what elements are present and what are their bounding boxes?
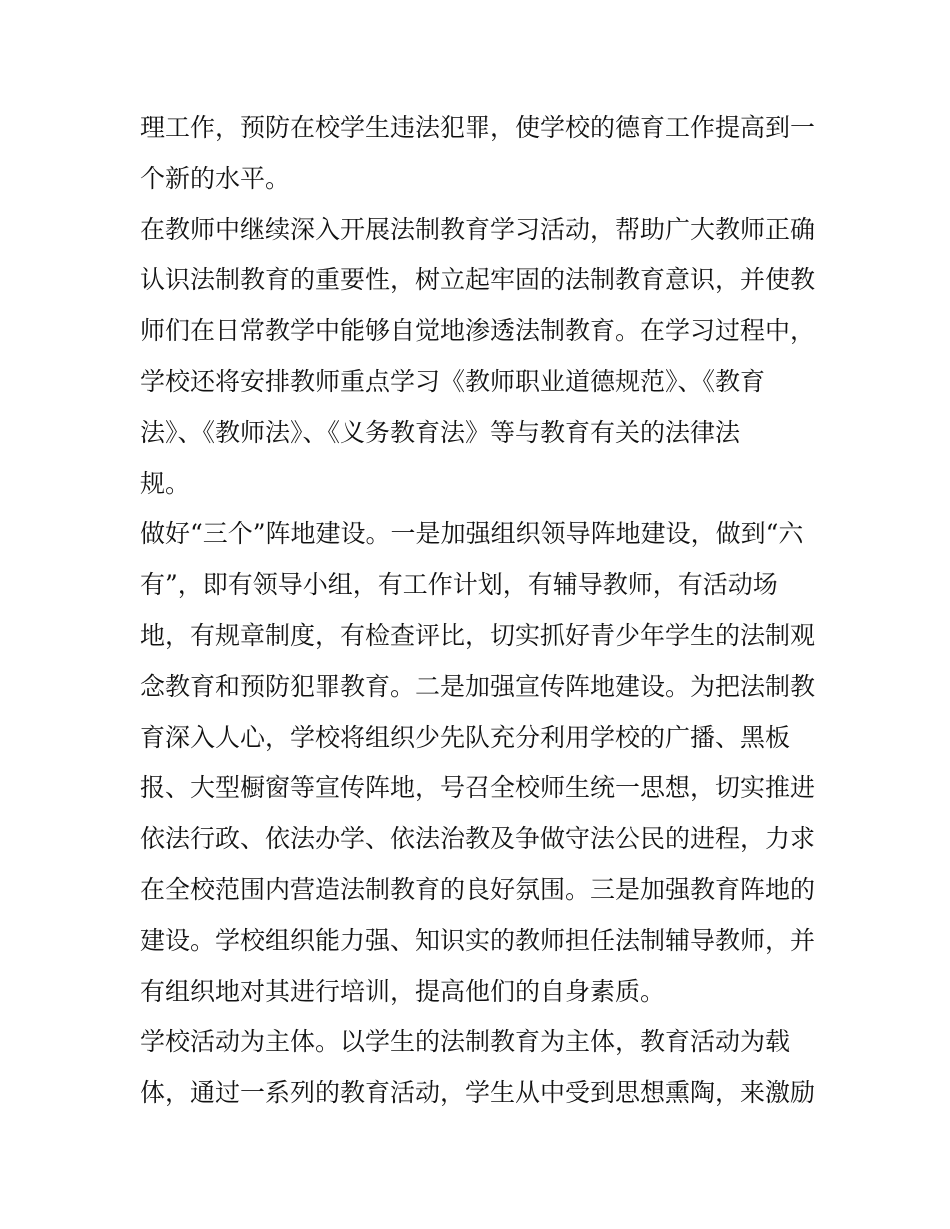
text-line: 认识法制教育的重要性，树立起牢固的法制教育意识，并使教 xyxy=(140,265,816,295)
text-line: 有组织地对其进行培训，提高他们的自身素质。 xyxy=(140,976,666,1006)
text-line: 法》、《教师法》、《义务教育法》等与教育有关的法律法 xyxy=(140,417,741,447)
text-line: 师们在日常教学中能够自觉地渗透法制教育。在学习过程中， xyxy=(140,316,816,346)
text-line: 报、大型橱窗等宣传阵地，号召全校师生统一思想，切实推进 xyxy=(140,773,816,803)
text-line: 做好“三个”阵地建设。一是加强组织领导阵地建设，做到“六 xyxy=(140,519,804,549)
document-body xyxy=(140,103,815,1119)
text-line: 念教育和预防犯罪教育。二是加强宣传阵地建设。为把法制教 xyxy=(140,671,816,701)
text-line: 育深入人心，学校将组织少先队充分利用学校的广播、黑板 xyxy=(140,722,791,752)
text-line: 规。 xyxy=(140,468,191,498)
text-line: 体，通过一系列的教育活动，学生从中受到思想熏陶，来激励 xyxy=(140,1078,816,1108)
text-line: 理工作，预防在校学生违法犯罪，使学校的德育工作提高到一 xyxy=(140,113,816,142)
text-line: 学校活动为主体。以学生的法制教育为主体，教育活动为载 xyxy=(140,1027,791,1057)
text-line: 建设。学校组织能力强、知识实的教师担任法制辅导教师，并 xyxy=(140,925,816,955)
text-line: 在教师中继续深入开展法制教育学习活动，帮助广大教师正确 xyxy=(140,214,816,244)
text-line: 地，有规章制度，有检查评比，切实抓好青少年学生的法制观 xyxy=(140,620,816,650)
text-line: 有”，即有领导小组，有工作计划，有辅导教师，有活动场 xyxy=(140,570,778,600)
text-line: 学校还将安排教师重点学习《教师职业道德规范》、《教育 xyxy=(140,366,766,396)
text-line: 依法行政、依法办学、依法治教及争做守法公民的进程，力求 xyxy=(140,824,816,854)
text-line: 个新的水平。 xyxy=(140,163,291,193)
text-line: 在全校范围内营造法制教育的良好氛围。三是加强教育阵地的 xyxy=(140,874,816,904)
